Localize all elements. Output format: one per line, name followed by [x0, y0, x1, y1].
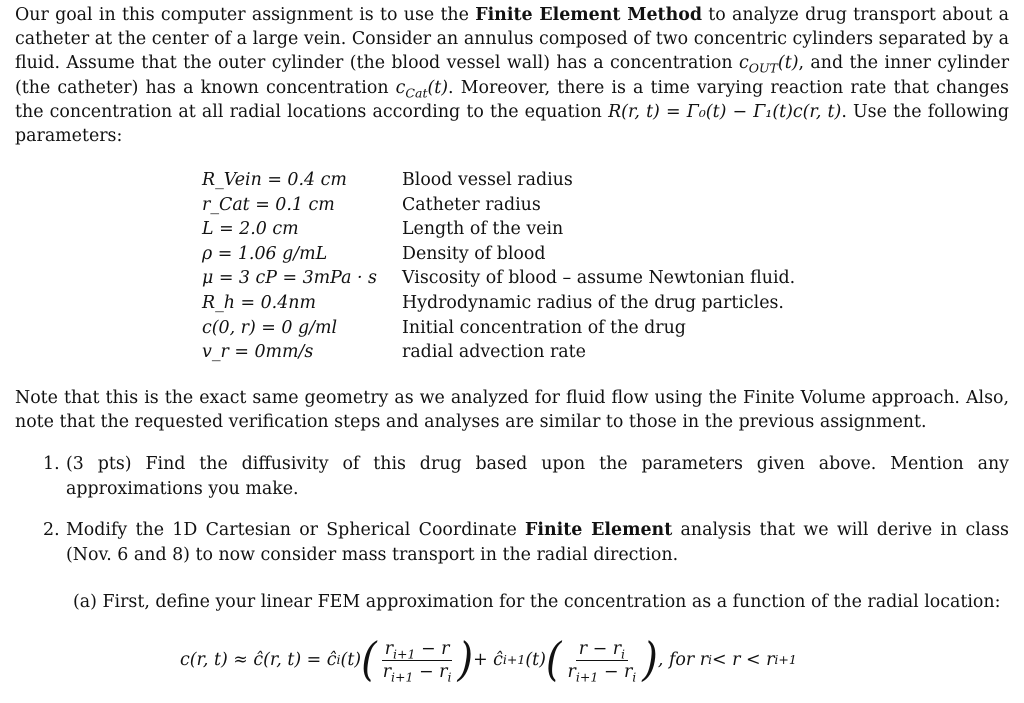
param-row	[202, 193, 795, 218]
intro-paragraph	[15, 3, 1009, 148]
intro-text-1: Our goal in this computer assignment is to use the	[15, 5, 476, 25]
intro-text-4: . Moreover, there is a time varying reaction rate that changes the concentration at all radial locations according to the equation	[15, 77, 1009, 122]
param-description: radial advection rate	[402, 342, 586, 363]
param-row	[202, 168, 795, 193]
question-number: 2.	[43, 520, 60, 540]
question-number: 1.	[43, 454, 60, 474]
intro-text-2: to analyze drug transport about a catheter at the center of a large vein. Consider an annulus composed of two concentric cylinders separated by a fluid. Assume that the outer cylinder (the blood vessel wall) has a concentration	[15, 5, 1009, 74]
question-text: (3 pts) Find the diffusivity of this drug based upon the parameters given above. Mention any approximations you make.	[66, 454, 1009, 499]
parameter-table	[202, 168, 795, 365]
param-description: Density of blood	[402, 243, 546, 264]
param-description: Catheter radius	[402, 194, 541, 215]
fraction-1: $\frac{r_{i+1} - r}{r_{i+1} - r_i}$	[382, 638, 452, 684]
param-row	[202, 291, 795, 316]
param-row	[202, 340, 795, 365]
fraction-2: $\frac{r - r_i}{r_{i+1} - r_i}$	[567, 638, 637, 684]
reaction-equation: R(r, t) = Γ₀(t) − Γ₁(t)c(r, t)	[608, 101, 842, 122]
question-text: Modify the 1D Cartesian or Spherical Coordinate Finite Element analysis that we will derive in class (Nov. 6 and 8) to now consider mass transport in the radial direction.	[66, 520, 1009, 565]
c-out-symbol: $c_{OUT}(t)$	[739, 53, 799, 76]
param-symbol: c(0, r) = 0 g/ml	[202, 317, 338, 338]
note-paragraph: Note that this is the exact same geometry as we analyzed for fluid flow using the Finite Volume approach. Also, note that the requested verification steps and analyses are similar to those in the previous assignment.	[15, 388, 1009, 433]
param-symbol: r_Cat = 0.1 cm	[202, 194, 335, 215]
subquestion-a	[73, 590, 1009, 615]
question-2	[43, 518, 1009, 568]
subquestion-label: (a)	[73, 592, 97, 612]
param-row	[202, 217, 795, 242]
param-symbol: R_h = 0.4nm	[202, 292, 316, 313]
question-1	[43, 452, 1009, 502]
param-description: Viscosity of blood – assume Newtonian fluid.	[402, 268, 796, 289]
intro-text-5: . Use the following parameters:	[15, 101, 1010, 147]
param-symbol: v_r = 0mm/s	[202, 342, 314, 363]
param-symbol: μ = 3 cP = 3mPa · s	[202, 268, 377, 289]
intro-text-3: , and the inner cylinder (the catheter) has a known concentration	[15, 53, 1010, 98]
param-description: Hydrodynamic radius of the drug particles.	[402, 292, 784, 313]
param-description: Length of the vein	[402, 219, 564, 240]
subquestion-text: First, define your linear FEM approximation for the concentration as a function of the radial location:	[102, 592, 1001, 612]
fem-approximation-equation: c(r, t) ≈ ĉ(r, t) = ĉ i (t) ( $\frac{r_{i+1} - r}{r_{i+1} - r_i}$ ) + ĉ i+1 (t) ( $\frac{r - r_i}{r_{i+1} - r_i}$ ) , for r i < r < r i+1	[180, 633, 797, 687]
param-row	[202, 266, 795, 291]
param-symbol: ρ = 1.06 g/mL	[202, 243, 328, 264]
param-row	[202, 316, 795, 341]
param-description: Initial concentration of the drug	[402, 317, 686, 338]
param-row	[202, 242, 795, 267]
param-symbol: L = 2.0 cm	[202, 219, 299, 240]
intro-fem-bold: Finite Element Method	[475, 5, 702, 25]
param-symbol: R_Vein = 0.4 cm	[202, 170, 347, 190]
c-cat-symbol: $c_{Cat}(t)$	[395, 77, 449, 101]
param-description: Blood vessel radius	[402, 170, 573, 190]
